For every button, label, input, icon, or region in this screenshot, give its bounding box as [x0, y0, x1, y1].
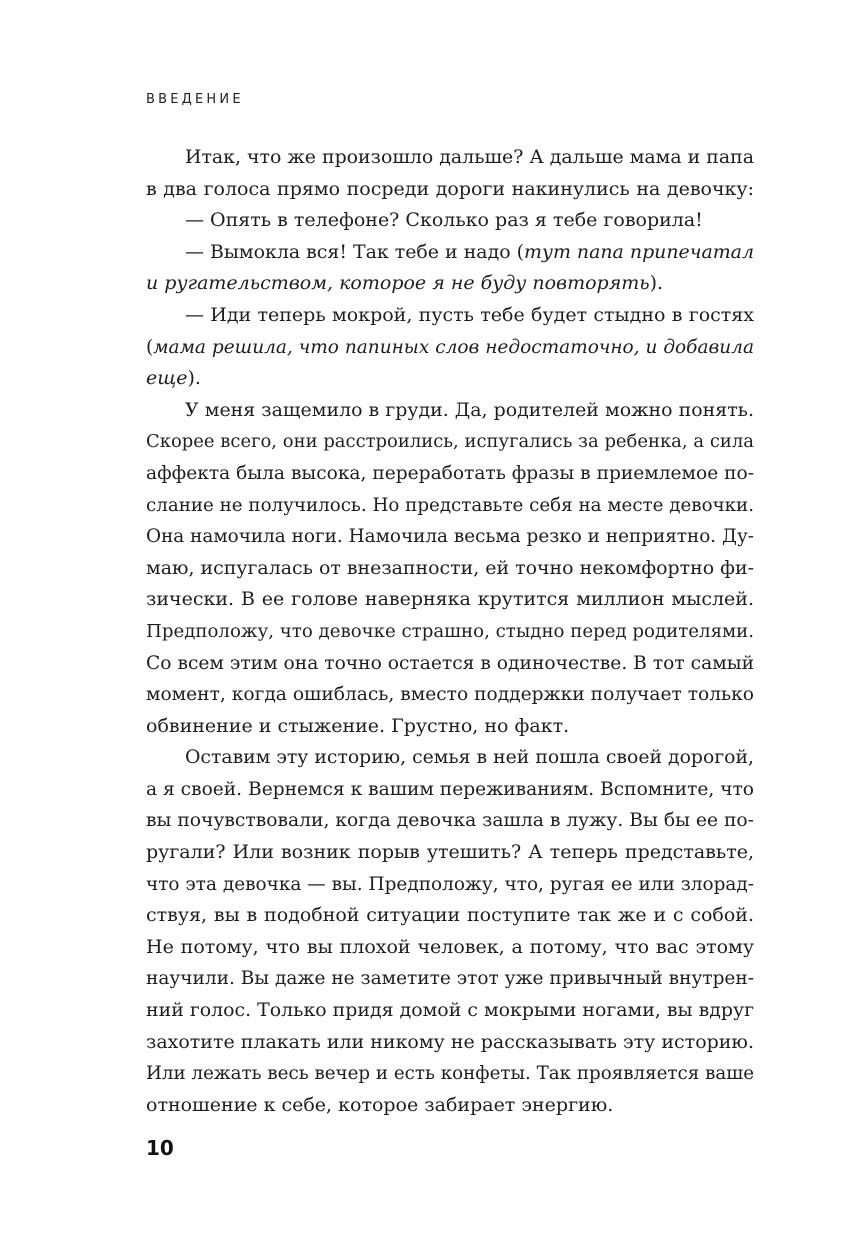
- text-run: вы почувствовали, когда девочка зашла в лужу. Вы бы ее по-: [146, 810, 754, 832]
- text-run-italic: и ругательством, которое я не буду повторять: [146, 272, 650, 295]
- text-run: ругали? Или возник порыв утешить? А теперь представьте,: [146, 841, 754, 864]
- text-line: [146, 521, 754, 553]
- text-run: ний голос. Только придя домой с мокрыми ногами, вы вдруг: [146, 999, 754, 1022]
- text-line: [146, 616, 754, 648]
- text-line: [146, 584, 754, 616]
- text-run: в два голоса прямо посреди дороги накинулись на девочку:: [146, 177, 754, 200]
- text-run: аффекта была высока, переработать фразы в приемлемое по-: [146, 462, 754, 484]
- text-line: [146, 458, 754, 490]
- text-line: [146, 174, 754, 206]
- text-run: Оставим эту историю, семья в ней пошла своей дорогой,: [185, 747, 754, 769]
- text-line: [146, 963, 754, 995]
- text-line: [146, 1027, 754, 1059]
- text-line: [146, 332, 754, 364]
- text-run: слание не получилось. Но представьте себя на месте девочки.: [146, 494, 754, 516]
- text-run: обвинение и стыжение. Грустно, но факт.: [146, 714, 570, 737]
- text-line: [146, 426, 754, 458]
- text-line: [146, 742, 754, 774]
- text-run: У меня защемило в груди. Да, родителей можно понять.: [185, 398, 754, 421]
- text-line: [146, 553, 754, 585]
- text-run: ).: [187, 367, 201, 390]
- text-line: [146, 900, 754, 932]
- text-run: Скорее всего, они расстроились, испугались за ребенка, а сила: [146, 431, 754, 453]
- text-run: научили. Вы даже не заметите этот уже привычный внутрен-: [146, 968, 754, 990]
- text-run: — Иди теперь мокрой, пусть тебе будет стыдно в гостях: [185, 303, 754, 326]
- text-line: [146, 237, 754, 269]
- text-run: ).: [649, 272, 664, 295]
- text-run: — Вымокла вся! Так тебе и надо (: [185, 240, 525, 263]
- text-run: Предположу, что девочке страшно, стыдно перед родителями.: [146, 620, 755, 642]
- text-line: [146, 837, 754, 869]
- text-line: [146, 869, 754, 901]
- text-line: [146, 648, 754, 680]
- text-run: (: [146, 336, 154, 358]
- text-line: [146, 932, 754, 964]
- text-run: отношение к себе, которое забирает энергию.: [146, 1093, 614, 1116]
- text-line: [146, 395, 754, 427]
- text-run: Со всем этим она точно остается в одиночестве. В тот самый: [146, 652, 754, 674]
- text-run: а я своей. Вернемся к вашим переживаниям. Вспомните, что: [146, 778, 755, 800]
- text-run-italic: тут папа припечатал: [524, 240, 754, 263]
- text-line: [146, 711, 754, 743]
- text-line: [146, 300, 754, 332]
- text-run: ствуя, вы в подобной ситуации поступите так же и с собой.: [146, 904, 754, 927]
- text-run-italic: еще: [146, 367, 188, 390]
- text-line: [146, 679, 754, 711]
- text-run: Она намочила ноги. Намочила весьма резко и неприятно. Ду-: [146, 526, 754, 548]
- text-run-italic: мама решила, что папиных слов недостаточно, и добавила: [153, 336, 754, 358]
- text-line: [146, 1058, 754, 1090]
- text-line: [146, 1090, 754, 1122]
- text-run: захотите плакать или никому не рассказывать эту историю.: [146, 1030, 754, 1053]
- text-run: Или лежать весь вечер и есть конфеты. Так проявляется ваше: [146, 1063, 754, 1085]
- page-number: 10: [146, 1136, 174, 1160]
- text-line: [146, 490, 754, 522]
- text-run: Итак, что же произошло дальше? А дальше мама и папа: [185, 146, 754, 168]
- text-run: маю, испугалась от внезапности, ей точно некомфортно фи-: [146, 556, 754, 579]
- body-text: [146, 142, 754, 1121]
- text-line: [146, 268, 754, 300]
- text-run: Не потому, что вы плохой человек, а потому, что вас этому: [146, 935, 754, 958]
- text-run: момент, когда ошиблась, вместо поддержки получает только: [146, 684, 754, 706]
- text-line: [146, 805, 754, 837]
- text-run: — Опять в телефоне? Сколько раз я тебе говорила!: [185, 209, 703, 232]
- text-line: [146, 995, 754, 1027]
- text-line: [146, 774, 754, 806]
- text-line: [146, 142, 754, 174]
- text-run: что эта девочка — вы. Предположу, что, ругая ее или злорад-: [146, 873, 754, 895]
- running-head: ВВЕДЕНИЕ: [146, 92, 244, 107]
- text-line: [146, 205, 754, 237]
- text-run: зически. В ее голове наверняка крутится миллион мыслей.: [146, 588, 754, 611]
- text-line: [146, 363, 754, 395]
